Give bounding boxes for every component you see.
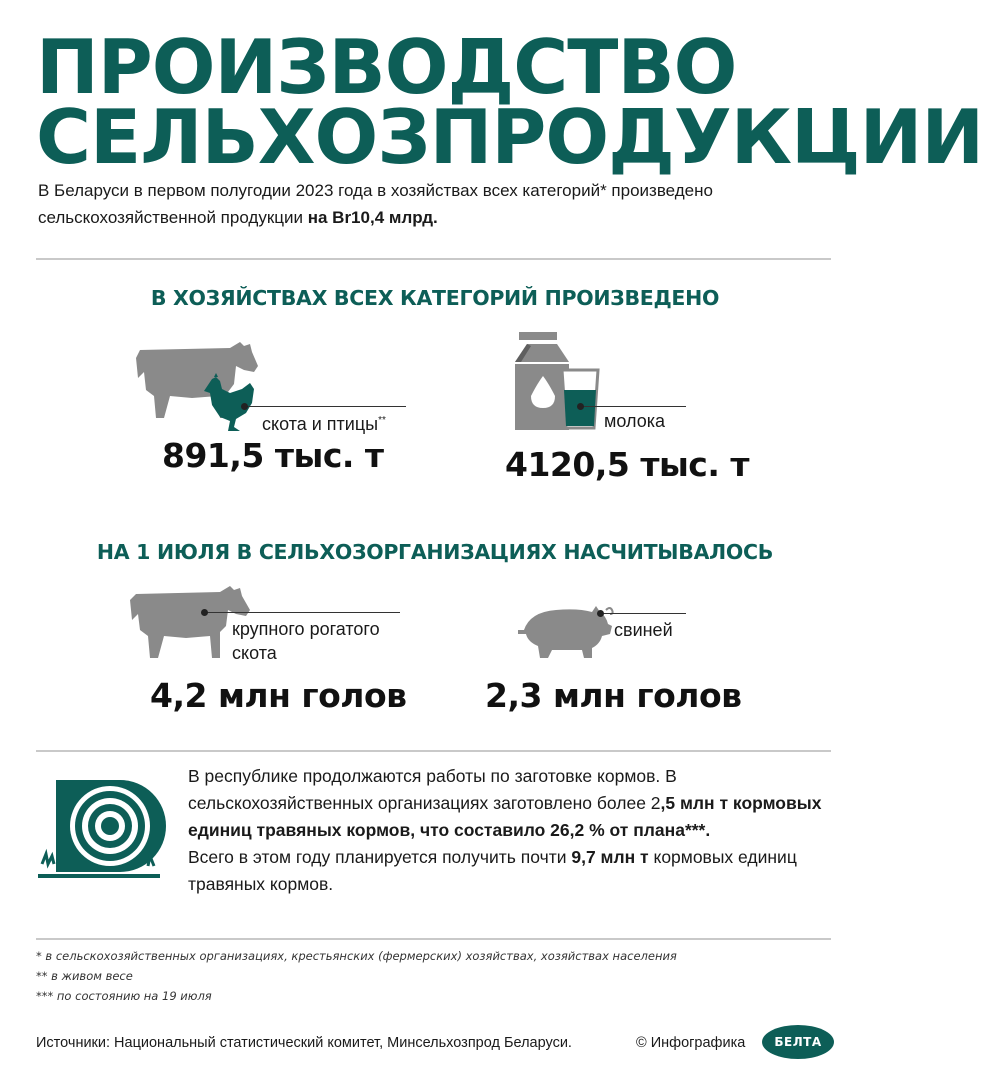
- footnote-3: *** по состоянию на 19 июля: [36, 989, 212, 1003]
- hay-bale-icon: [36, 772, 161, 880]
- page-title-line-1: ПРОИЗВОДСТВО: [36, 23, 737, 111]
- cattle-label-line-2: скота: [232, 643, 277, 663]
- pigs-value: 2,3 млн голов: [485, 676, 742, 715]
- page-title-line-2: СЕЛЬХОЗПРОДУКЦИИ: [36, 93, 983, 181]
- cattle-value: 4,2 млн голов: [150, 676, 407, 715]
- feed-text: В республике продолжаются работы по заготовке кормов. В сельскохозяйственных организациях заготовлено более 2,5 млн т кормовых единиц травяных кормов, что составило 26,2 % от плана***. Всего в этом году планируется получить почти 9,7 млн т кормовых единиц травяных кормов.: [188, 766, 822, 894]
- section-heading-herd: НА 1 ИЮЛЯ В СЕЛЬХОЗОРГАНИЗАЦИЯХ НАСЧИТЫВАЛОСЬ: [96, 540, 774, 564]
- pigs-label: свиней: [614, 620, 673, 640]
- divider: [36, 258, 831, 260]
- credit-text: © Инфографика: [636, 1035, 746, 1051]
- intro-text: В Беларуси в первом полугодии 2023 года в хозяйствах всех категорий* произведено сельскохозяйственной продукции на Br10,4 млрд.: [38, 181, 713, 227]
- divider: [36, 750, 831, 752]
- pointer-dot: [577, 403, 584, 410]
- cattle-label-line-1: крупного рогатого: [232, 619, 380, 639]
- belta-logo: БЕЛТА: [762, 1025, 834, 1059]
- divider: [36, 938, 831, 940]
- livestock-label: скота и птицы**: [262, 414, 386, 434]
- pointer-dot: [597, 610, 604, 617]
- intro-amount: на Br10,4 млрд.: [307, 208, 438, 227]
- sources-text: Источники: Национальный статистический комитет, Минсельхозпрод Беларуси.: [36, 1035, 572, 1051]
- section-heading-production: В ХОЗЯЙСТВАХ ВСЕХ КАТЕГОРИЙ ПРОИЗВЕДЕНО: [150, 286, 720, 310]
- pointer-line: [244, 406, 406, 407]
- pointer-line: [600, 613, 686, 614]
- livestock-value: 891,5 тыс. т: [162, 436, 384, 475]
- milk-glass-icon: [560, 368, 600, 430]
- milk-value: 4120,5 тыс. т: [505, 445, 750, 484]
- chicken-icon: [200, 375, 258, 435]
- pointer-line: [580, 406, 686, 407]
- pointer-line: [204, 612, 400, 613]
- milk-label: молока: [604, 411, 665, 431]
- footnote-1: * в сельскохозяйственных организациях, крестьянских (фермерских) хозяйствах, хозяйствах населения: [36, 949, 677, 963]
- footnote-2: ** в живом весе: [36, 969, 133, 983]
- pointer-dot: [201, 609, 208, 616]
- pointer-dot: [241, 403, 248, 410]
